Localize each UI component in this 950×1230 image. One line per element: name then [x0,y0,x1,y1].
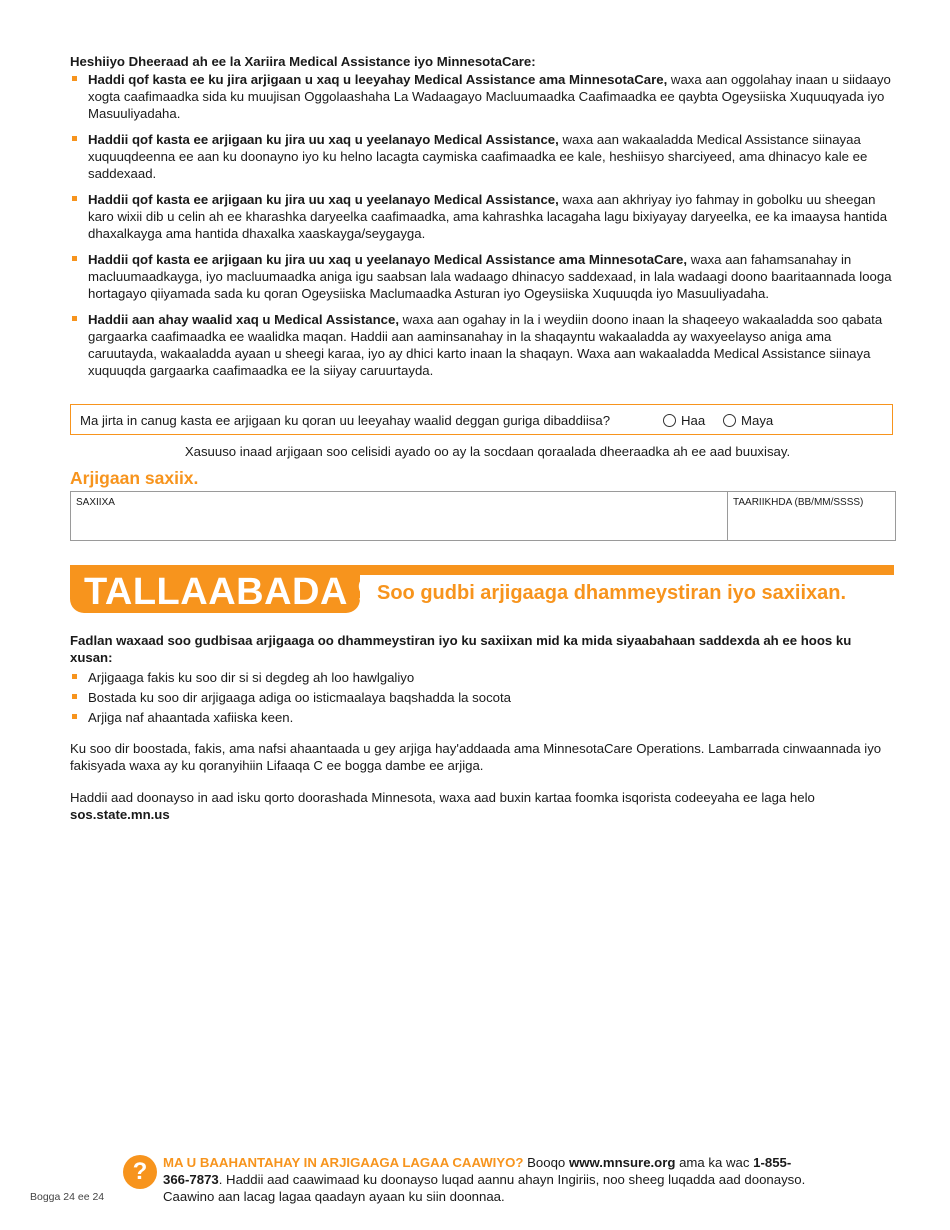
parent-question-box [70,404,893,435]
consent-item-bold: Haddi qof kasta ee ku jira arjigaan u xaq u leeyahay Medical Assistance ama MinnesotaCare, [88,72,668,87]
voter-paragraph [70,789,896,823]
help-heading: MA U BAAHANTAHAY IN ARJIGAAGA LAGAA CAAWIYO? [163,1155,524,1170]
submit-intro: Fadlan waxaad soo gudbisaa arjigaaga oo dhammeystiran iyo ku saxiixan mid ka mida siyaabahaan saddexda ah ee hoos ku xusan: [70,633,852,665]
consent-item-text: waxa aan ogahay in la i weydiin doono inaan la shaqeeyo wakaaladda soo qabata gargaarka caafimaadka ee waalidka maqan. Haddii aan aaminsanahay in la shaqayntu wakaaladda ay waxyeelayso aniga ama caruutayda, wakaaladda ayaan u sheegi karaa, iyo ay dhici karto inaan la shaqayn. Waxa aan wakaaladda Medical Assistance siinaya xuquuqda gargaarka caafimaadka ee la siiyay caruurtayda. [88,312,883,378]
help-question-icon: ? [123,1155,157,1189]
consent-item [70,71,900,122]
consent-item [70,311,900,379]
mnsure-link[interactable]: www.mnsure.org [568,1155,676,1170]
submit-options [70,669,896,729]
return-reminder: Xasuuso inaad arjigaan soo celisidi ayado oo ay la socdaan qoraalada dheeraadka ah ee aad buuxisay. [184,444,791,459]
consent-heading: Heshiiyo Dheeraad ah ee la Xariira Medical Assistance iyo MinnesotaCare: [70,54,536,69]
consent-list [70,71,900,388]
step-title: Soo gudbi arjigaaga dhammeystiran iyo saxiixan. [377,582,847,604]
help-text [163,1154,813,1205]
date-label: TAARIIKHDA (BB/MM/SSSS) [733,497,864,508]
help-phone[interactable]: 1-855-366-7873 [163,1155,792,1187]
consent-item-bold: Haddii qof kasta ee arjigaan ku jira uu xaq u yeelanayo Medical Assistance, [88,192,559,207]
submit-option: Arjiga naf ahaantada xafiiska keen. [70,709,896,726]
submit-option: Bostada ku soo dir arjigaaga adiga oo isticmaalaya baqshadda la socota [70,689,896,706]
radio-no-label: Maya [741,413,774,428]
help-text-2: ama ka wac [675,1155,754,1170]
radio-yes-label: Haa [681,413,706,428]
sos-link[interactable]: sos.state.mn.us [70,807,170,822]
consent-item-text: waxa aan wakaaladda Medical Assistance siinayaa xuquuqdeenna ee aan ku doonayno iyo ku helno lacagta caymiska caafimaadka ee kale, heshiisyo sharciyeed, ama dhinacyo kale ee saddexaad. [88,132,868,181]
signature-box[interactable] [70,491,896,541]
consent-item-text: waxa aan oggolahay inaan u siidaayo xogta caafimaadka sida ku muujisan Oggolaashaha La Wadaagayo Macluumaadka Caafimaadka ee qaybta Ogeysiiska Xuquuqyada iyo Masuuliyadaha. [88,72,891,121]
radio-no[interactable] [723,412,773,429]
consent-item-bold: Haddii aan ahay waalid xaq u Medical Assistance, [88,312,400,327]
parent-question: Ma jirta in canug kasta ee arjigaan ku qoran uu leeyahay waalid deggan guriga dibaddiisa? [80,413,611,428]
signature-divider [727,492,728,540]
sign-title: Arjigaan saxiix. [70,468,199,488]
consent-item [70,191,900,242]
page-number: Bogga 24 ee 24 [30,1191,105,1203]
voter-text: Haddii aad doonayso in aad isku qorto doorashada Minnesota, waxa aad buxin kartaa foomka isqorista codeeyaha ee laga helo [70,790,815,805]
help-text-3: . Haddii aad caawimaad ku doonayso luqad aannu ahayn Ingiriis, noo sheeg luqadda aad doonayso. Caawino aan lacag lagaa qaadayn ayaan ku siin doonnaa. [163,1172,806,1204]
consent-item-bold: Haddii qof kasta ee arjigaan ku jira uu xaq u yeelanayo Medical Assistance, [88,132,559,147]
consent-item [70,251,900,302]
signature-label: SAXIIXA [76,497,115,508]
consent-item-text: waxa aan akhriyay iyo fahmay in gobolku uu sheegan karo wixii dib u celin ah ee kharashka daryeelka caafimaadka, ama kahrashka lacagaha lagu bixiyayay daryeelka, ee ka imaaysa hantida dhaxalkayga ama hantida dhaxalka xaaskayga/seygayga. [88,192,888,241]
consent-item [70,131,900,182]
submit-option: Arjigaaga fakis ku soo dir si si degdeg ah loo hawlgaliyo [70,669,896,686]
consent-item-text: waxa aan fahamsanahay in macluumaadkayga, iyo macluumaadka aniga igu saabsan lala wadaago dhinacyo saddexaad, in lala wadaagi doono baaritaannada looga hortagayo qiiyamada sada ku qoran Ogeysiiska Maclumaadka Asturan iyo Ogeysiiska Xuquuqda iyo Masuuliyadaha. [88,252,892,301]
submit-paragraph: Ku soo dir boostada, fakis, ama nafsi ahaantaada u gey arjiga hay'addaada ama MinnesotaCare Operations. Lambarrada cinwaannada iyo fakisyada waxa ay ku qoranyihiin Lifaaqa C ee bogga dambe ee arjiga. [70,741,882,773]
consent-item-bold: Haddii qof kasta ee arjigaan ku jira uu xaq u yeelanayo Medical Assistance ama MinnesotaCare, [88,252,688,267]
step-number: TALLAABADA 9 [84,571,380,613]
radio-yes[interactable] [663,412,705,429]
help-text-1: Booqo [523,1155,569,1170]
radio-circle-icon[interactable] [663,414,676,427]
radio-circle-icon[interactable] [723,414,736,427]
